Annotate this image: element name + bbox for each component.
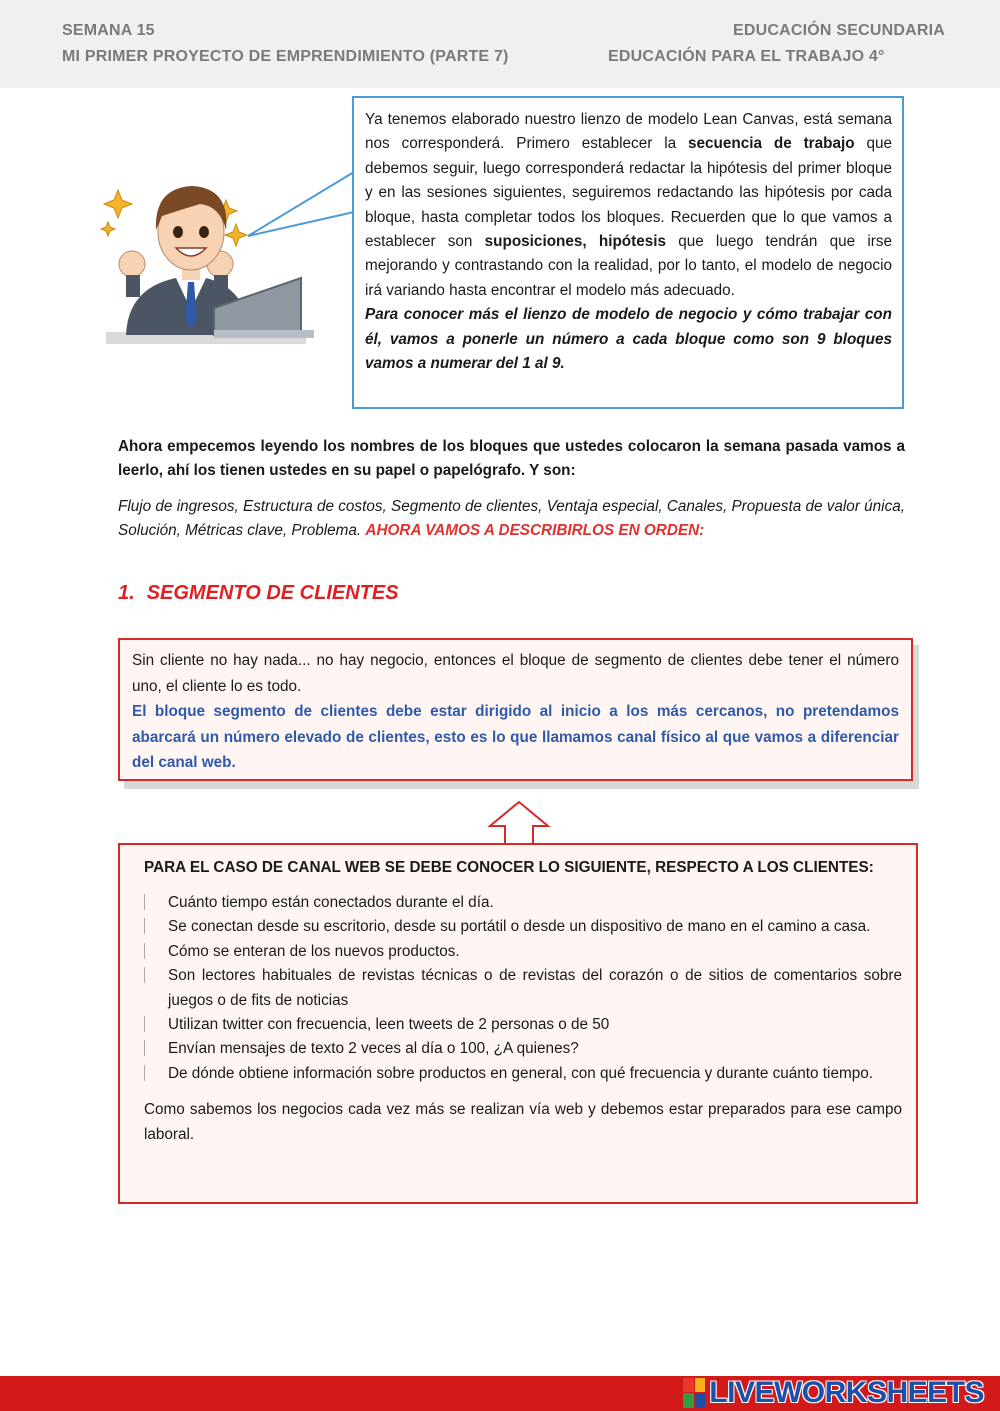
page-header [0,0,1000,88]
customer-segment-box [118,638,913,781]
section-number: 1. [118,582,135,604]
bubble-emphasis-text: Para conocer más el lienzo de modelo de negocio y cómo trabajar con él, vamos a ponerle un número a cada bloque como son 9 bloques vamos a numerar del 1 al 9. [365,306,892,373]
bullet-icon [144,918,150,934]
blocks-list: Flujo de ingresos, Estructura de costos, Segmento de clientes, Ventaja especial, Canales, Propuesta de valor única, Solución, Métricas clave, Problema. [118,498,905,540]
liveworksheets-logo[interactable] [683,1374,984,1411]
list-item: Cómo se enteran de los nuevos productos. [144,940,902,964]
list-item: Se conectan desde su escritorio, desde su portátil o desde un dispositivo de mano en el camino a casa. [144,915,902,939]
hypotheses-emphasis: suposiciones, hipótesis [484,233,666,251]
list-item: Utilizan twitter con frecuencia, leen tweets de 2 personas o de 50 [144,1013,902,1037]
speech-bubble-tail [244,170,356,240]
web-channel-box [118,843,918,1204]
week-label: SEMANA 15 [62,22,155,39]
brand-text: LIVEWORKSHEETS [709,1375,984,1409]
work-sequence-emphasis: secuencia de trabajo [687,135,855,153]
list-item: Envían mensajes de texto 2 veces al día o 100, ¿A quienes? [144,1037,902,1061]
project-title: MI PRIMER PROYECTO DE EMPRENDIMIENTO (PARTE 7) [62,48,509,65]
blocks-list-paragraph [118,495,905,544]
web-channel-list [144,891,902,1086]
web-channel-title: PARA EL CASO DE CANAL WEB SE DEBE CONOCER LO SIGUIENTE, RESPECTO A LOS CLIENTES: [144,859,874,876]
bullet-icon [144,943,150,959]
closing-paragraph: Como sabemos los negocios cada vez más se realizan vía web y debemos estar preparados para ese campo laboral. [144,1101,902,1143]
speech-bubble [352,96,904,409]
bullet-icon [144,1040,150,1056]
subject-label: EDUCACIÓN PARA EL TRABAJO 4° [608,48,885,65]
bullet-icon [144,894,150,910]
intro-paragraph: Ahora empecemos leyendo los nombres de los bloques que ustedes colocaron la semana pasada vamos a leerlo, ahí los tienen ustedes en su papel o papelógrafo. Y son: [118,438,905,480]
bubble-text: Ya tenemos elaborado nuestro lienzo de modelo Lean Canvas, está semana nos corresponderá. Primero establecer la secuencia de trabajo que debemos seguir, luego corresponderá redactar la hipótesis del primer bloque y en las sesiones siguientes, seguiremos redactando las hipótesis por cada bloque, hasta completar todos los bloques. Recuerden que lo que vamos a establecer son suposiciones, hipótesis que luego tendrán que irse mejorando y contrastando con la realidad, por lo tanto, el modelo de negocio irá variando hasta encontrar el modelo más adecuado. [365,111,892,299]
up-arrow-icon [488,800,550,846]
liveworksheets-icon [683,1378,705,1408]
describe-callout: AHORA VAMOS A DESCRIBIRLOS EN ORDEN: [365,522,705,540]
bullet-icon [144,1016,150,1032]
list-item: Cuánto tiempo están conectados durante el día. [144,891,902,915]
section-heading [118,582,399,605]
customer-segment-highlight: El bloque segmento de clientes debe estar dirigido al inicio a los más cercanos, no pretendamos abarcará un número elevado de clientes, esto es lo que llamamos canal físico al que vamos a diferenciar del canal web. [132,703,899,772]
bullet-icon [144,1065,150,1081]
list-item: De dónde obtiene información sobre productos en general, con qué frecuencia y durante cuánto tiempo. [144,1062,902,1086]
bullet-icon [144,967,150,983]
list-item: Son lectores habituales de revistas técnicas o de revistas del corazón o de sitios de comentarios sobre juegos o de fits de noticias [144,964,902,1013]
education-level: EDUCACIÓN SECUNDARIA [733,22,946,39]
customer-segment-intro: Sin cliente no hay nada... no hay negocio, entonces el bloque de segmento de clientes debe tener el número uno, el cliente lo es todo. [132,652,899,695]
section-title: SEGMENTO DE CLIENTES [146,582,399,604]
